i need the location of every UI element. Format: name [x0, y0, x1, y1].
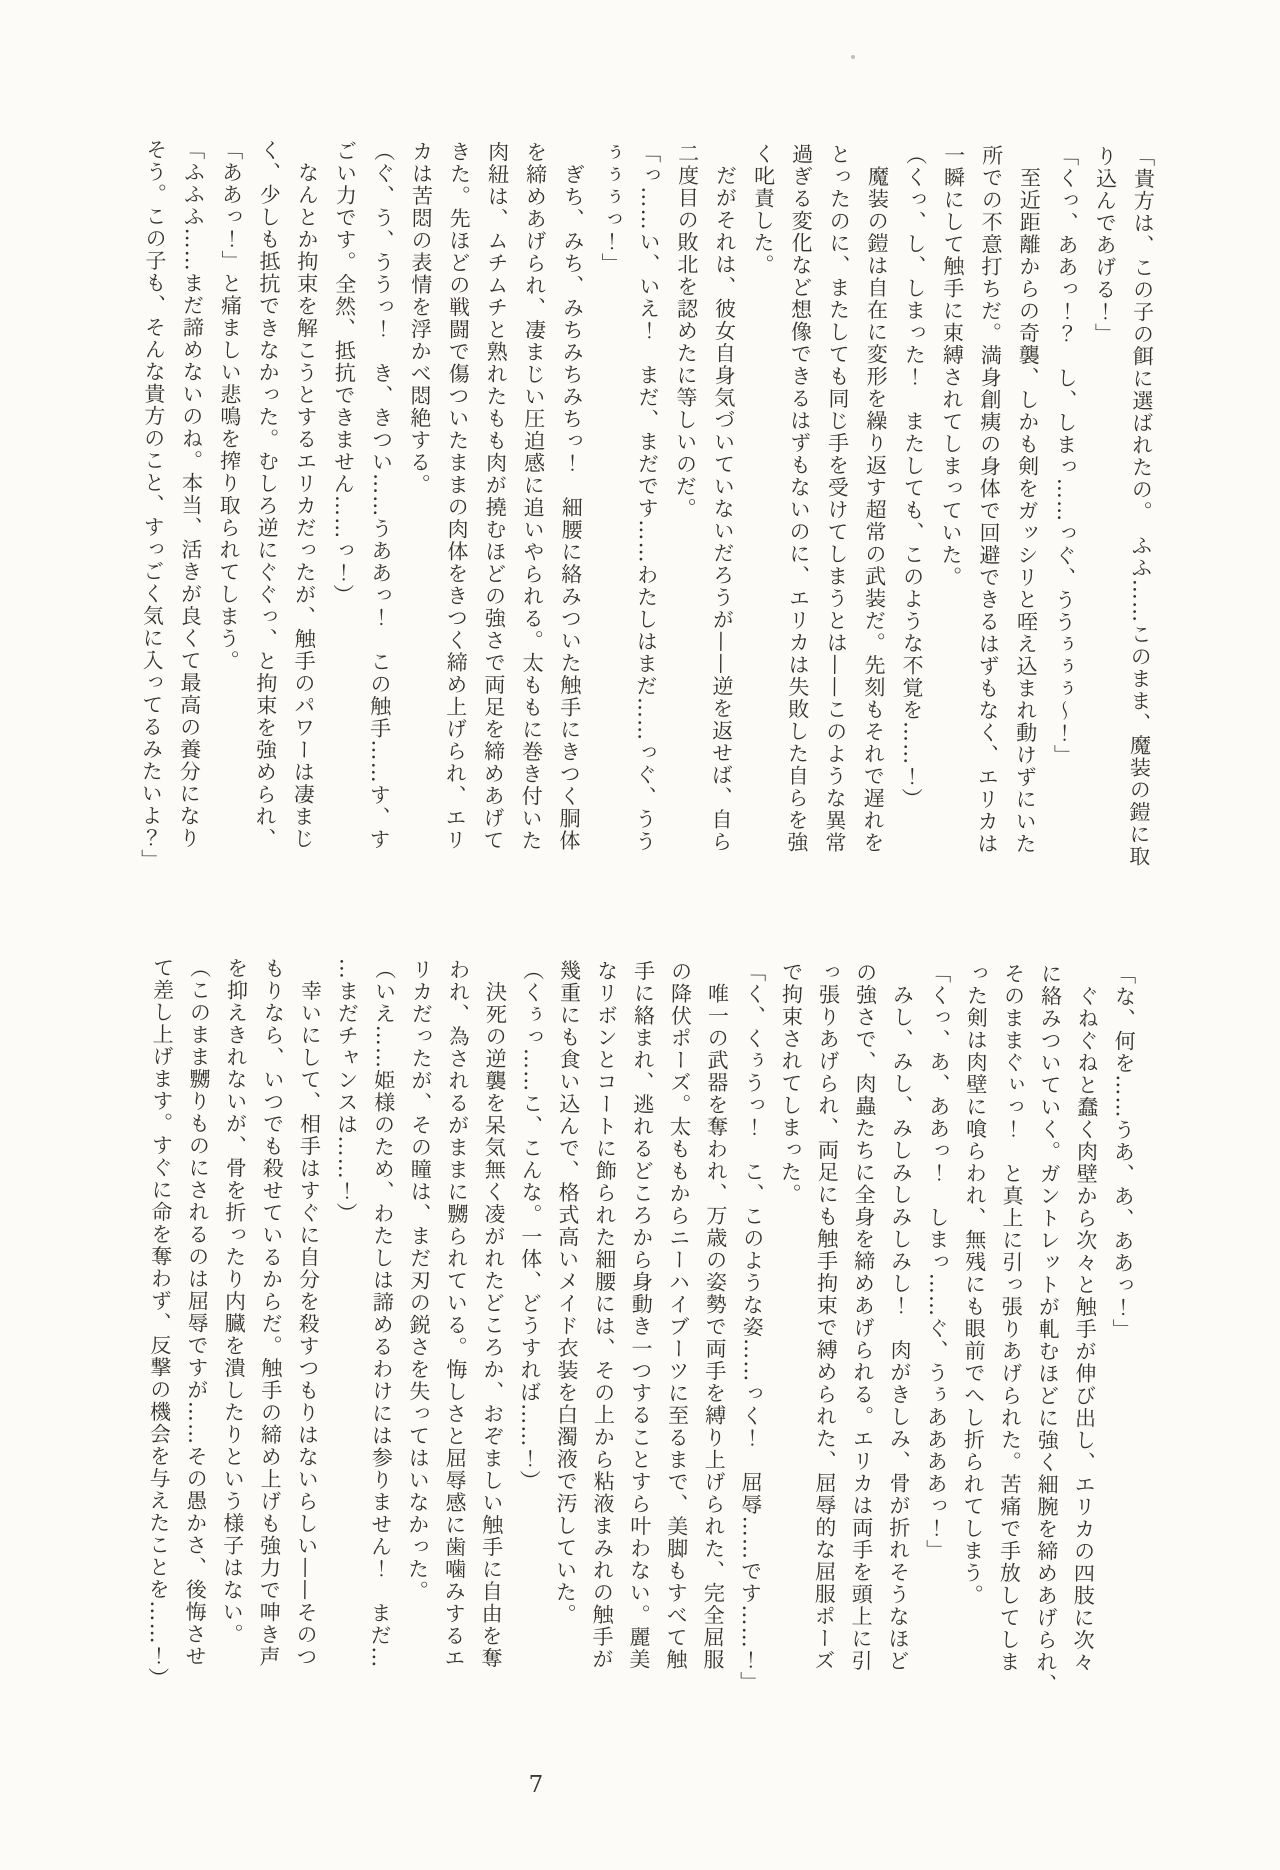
- text-column: （このまま嬲りものにされるのは屈辱ですが……その愚かさ、後悔させ: [182, 956, 212, 1668]
- text-column: （いえ……姫様のため、わたしは諦めるわけには参りません！ まだ…: [367, 958, 397, 1669]
- scan-dust-speck: [851, 55, 855, 59]
- text-column: …まだチャンスは……！）: [333, 957, 360, 1225]
- text-column: を締めあげられ、凄まじい圧迫感に追いやられる。太ももに巻き付いた: [518, 141, 548, 852]
- text-column: 「く、くぅうっ！ こ、このような姿……っく！ 屈辱……です……！」: [737, 960, 767, 1694]
- text-column: もりなら、いつでも殺せているからだ。触手の締め上げも強力で呻き声: [256, 957, 286, 1668]
- text-column: の強さで、肉蟲たちに全身を締めあげられる。エリカは両手を頭上に引: [848, 961, 878, 1673]
- text-column: なんとか拘束を解こうとするエリカだったが、触手のパワーは凄まじ: [290, 161, 320, 850]
- text-column: 二度目の敗北を認めたに等しいのだ。: [673, 142, 700, 520]
- text-column: ぅぅぅっ！」: [598, 141, 624, 276]
- text-column: （くぅっ……こ、こんな。一体、どうすれば……！）: [517, 959, 545, 1493]
- text-column: っ張りあげられ、両足にも触手拘束で縛められた、屈辱的な屈服ポーズ: [811, 961, 841, 1672]
- text-column: 幾重にも食い込んで、格式高いメイド衣装を白濁液で汚していた。: [553, 959, 582, 1626]
- text-column: われ、為されるがままに嬲られている。悔しさと屈辱感に歯噛みするエ: [441, 958, 471, 1670]
- text-column: 唯一の武器を奪われ、万歳の姿勢で両手を縛り上げられた、完全屈服: [700, 982, 730, 1671]
- text-column: った剣は肉壁に喰らわれ、無残にも眼前でへし折られてしまう。: [960, 962, 989, 1607]
- text-column: なリボンとコートに飾られた細腰には、その上から粘液まみれの触手が: [589, 959, 619, 1671]
- page-number: 7: [528, 1772, 544, 1798]
- text-column: とったのに、またしても同じ手を受けてしまうとは——このような異常: [822, 143, 852, 854]
- text-column: そのままぐぃっ！ と真上に引っ張りあげられた。苦痛で手放してしま: [996, 962, 1026, 1674]
- text-column: 「貴方は、この子の餌に選ばれたの。 ふふ……このまま、魔装の鎧に取: [1126, 145, 1156, 868]
- text-column: ぐねぐねと蠢く肉壁から次々と触手が伸び出し、エリカの四肢に次々: [1070, 985, 1100, 1674]
- text-column: きた。先ほどの戦闘で傷ついたままの肉体をきつく締め上げられ、エリ: [442, 140, 472, 852]
- text-column: （ぐ、う、ううっ！ き、きつい……うああっ！ この触手……す、す: [366, 140, 396, 851]
- text-column: （くっ、し、しまった！ またしても、このような不覚を……！）: [899, 143, 928, 810]
- text-column: り込んであげる！」: [1092, 145, 1118, 346]
- text-column: く、少しも抵抗できなかった。むしろ逆にぐぐっ、と拘束を強められ、: [252, 139, 282, 850]
- text-column: 所での不意打ちだ。満身創痍の身体で回避できるはずもなく、エリカは: [974, 144, 1004, 855]
- text-column: で拘束されてしまった。: [778, 960, 804, 1206]
- text-column: 「っ……い、いえ！ まだ、まだです……わたしはまだ……っぐ、うう: [632, 141, 662, 853]
- text-column: 手に絡まれ、逃れるどころから身動き一つすることすら叶わない。麗美: [626, 959, 656, 1671]
- text-column: く叱責した。: [750, 142, 776, 277]
- text-column: リカだったが、その瞳は、まだ刃の鋭さを失ってはいなかった。: [405, 958, 434, 1603]
- text-column: 「くっ、あ、ああっ！ しまっ……ぐ、うぅああああっ！」: [923, 962, 952, 1562]
- text-block-bottom: [132, 957, 1142, 1754]
- text-column: だがそれは、彼女自身気づいていないだろうが——逆を返せば、自ら: [708, 164, 738, 853]
- text-column: て差し上げます。すぐに命を奪わず、反撃の機会を与えたことを……！）: [145, 956, 175, 1690]
- text-column: に絡みついていく。ガントレットが軋むほどに強く細腕を締めあげられ、: [1033, 962, 1063, 1696]
- text-column: ごい力です。全然、抵抗できません……っ！）: [330, 139, 358, 607]
- text-column: 過ぎる変化など想像できるはずもないのに、エリカは失敗した自らを強: [784, 143, 814, 854]
- text-column: そう。この子も、そんな貴方のこと、すっごく気に入ってるみたいよ？」: [138, 138, 168, 872]
- text-column: 決死の逆襲を呆気無く凌がれたどころか、おぞましい触手に自由を奪: [478, 980, 508, 1670]
- text-column: の降伏ポーズ。太ももからニーハイブーツに至るまで、美脚もすべて触: [663, 960, 693, 1671]
- text-column: 「な、何を……うあ、あ、ああっ！」: [1110, 963, 1137, 1341]
- text-column: 魔装の鎧は自在に変形を繰り返す超常の武装だ。先刻もそれで遅れを: [860, 165, 890, 854]
- text-column: 一瞬にして触手に束縛されてしまっていた。: [938, 144, 966, 589]
- text-column: 至近距離からの奇襲、しかも剣をガッシリと咥え込まれ動けずにいた: [1012, 166, 1042, 855]
- text-block-top: [127, 138, 1162, 935]
- text-column: 「くっ、ああっ！？ し、しまっ……っぐ、ううぅぅぅ～！」: [1051, 144, 1080, 767]
- text-column: みし、みし、みしみしみしみし！ 肉がきしみ、骨が折れそうなほど: [885, 983, 915, 1673]
- text-column: 幸いにして、相手はすぐに自分を殺すつもりはないらしい——そのつ: [293, 979, 323, 1668]
- text-column: 肉紐は、ムチムチと熟れたもも肉が撓むほどの強さで両足を締めあげて: [480, 140, 510, 852]
- text-column: ぎち、みち、みちみちみちっ！ 細腰に絡みついた触手にきつく胴体: [556, 163, 586, 852]
- text-column: カは苦悶の表情を浮かべ悶絶する。: [407, 140, 434, 496]
- text-column: を抑えきれないが、骨を折ったり内臓を潰したりという様子はない。: [219, 957, 249, 1646]
- text-column: 「ふふふ……まだ諦めないのね。本当、活きが良くて最高の養分になり: [176, 138, 206, 850]
- text-column: 「ああっ！」と痛ましい悲鳴を搾り取られてしまう。: [216, 139, 244, 672]
